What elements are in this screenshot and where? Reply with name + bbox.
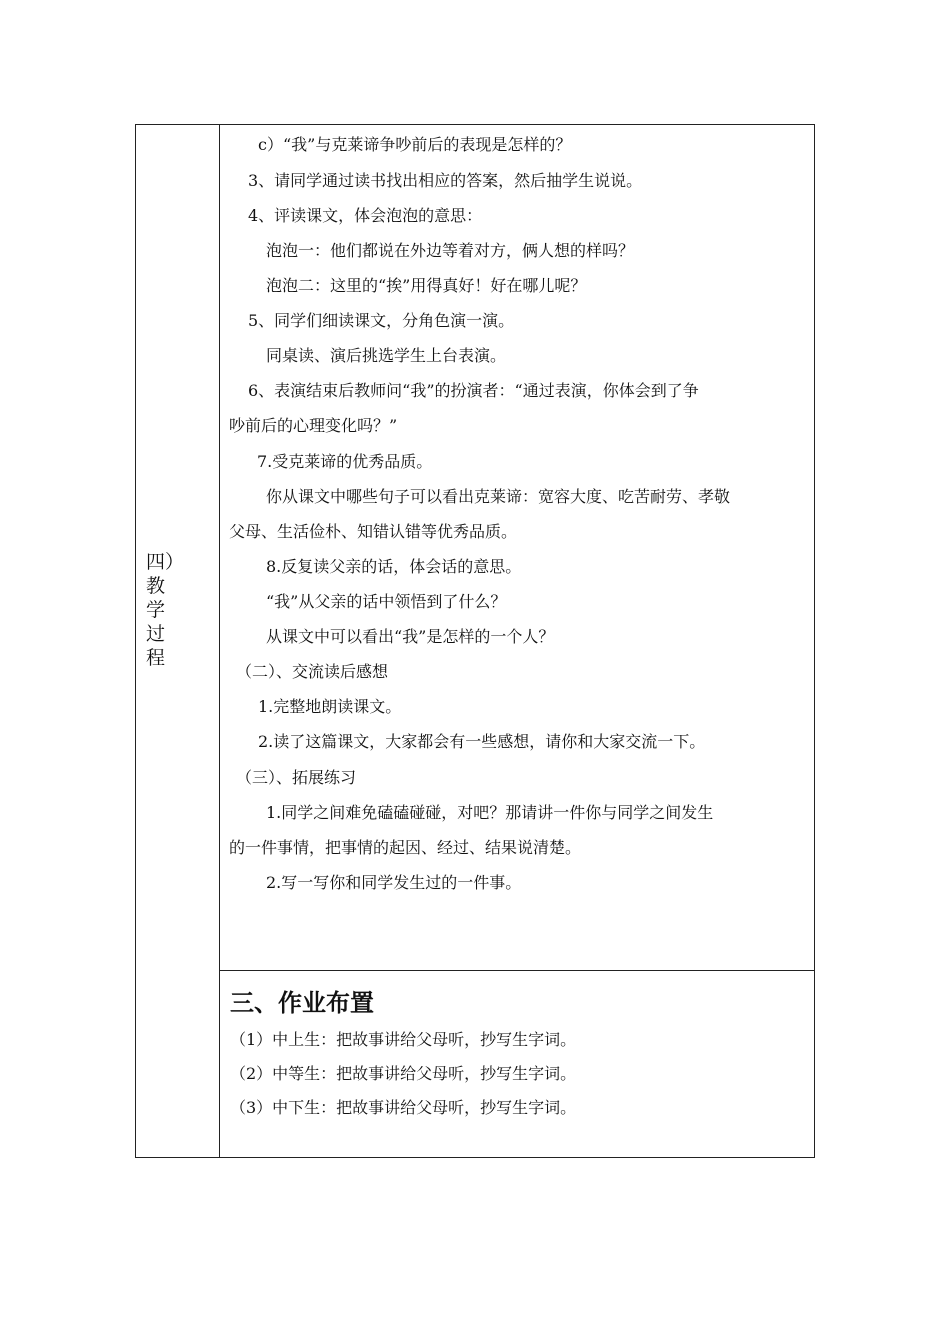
text-line: “我”从父亲的话中领悟到了什么？ <box>266 592 507 611</box>
homework-cell <box>220 971 814 1157</box>
homework-item: （1）中上生：把故事讲给父母听，抄写生字词。 <box>230 1030 577 1049</box>
section-label-char: 学 <box>146 599 166 621</box>
text-line: （二）、交流读后感想 <box>236 662 389 681</box>
homework-title: 三、作业布置 <box>230 989 374 1017</box>
text-line: （三）、拓展练习 <box>236 768 357 787</box>
text-line: 2.写一写你和同学发生过的一件事。 <box>266 873 522 892</box>
homework-item: （2）中等生：把故事讲给父母听，抄写生字词。 <box>230 1064 577 1083</box>
section-label-char: 过 <box>146 623 166 645</box>
section-label-char: 程 <box>146 647 166 669</box>
text-line: 4、评读课文，体会泡泡的意思： <box>248 206 483 225</box>
text-line: c）“我”与克莱谛争吵前后的表现是怎样的？ <box>258 135 572 154</box>
text-line: 8.反复读父亲的话，体会话的意思。 <box>266 557 522 576</box>
text-line: 7.受克莱谛的优秀品质。 <box>257 452 433 471</box>
text-line: 你从课文中哪些句子可以看出克莱谛：宽容大度、吃苦耐劳、孝敬 <box>266 487 731 506</box>
text-line: 3、请同学通过读书找出相应的答案，然后抽学生说说。 <box>248 171 643 190</box>
text-line: 2.读了这篇课文，大家都会有一些感想，请你和大家交流一下。 <box>258 732 706 751</box>
text-line: 的一件事情，把事情的起因、经过、结果说清楚。 <box>229 838 582 857</box>
text-line: 父母、生活俭朴、知错认错等优秀品质。 <box>229 522 518 541</box>
teaching-process-cell <box>220 125 814 971</box>
text-line: 5、同学们细读课文，分角色演一演。 <box>248 311 515 330</box>
text-line: 同桌读、演后挑选学生上台表演。 <box>266 346 507 365</box>
text-line: 泡泡二：这里的“挨”用得真好！好在哪儿呢？ <box>266 276 587 295</box>
text-line: 1.同学之间难免磕磕碰碰，对吧？那请讲一件你与同学之间发生 <box>266 803 714 822</box>
section-label-cell <box>136 125 220 1157</box>
text-line: 1.完整地朗读课文。 <box>258 697 402 716</box>
section-label <box>146 550 186 670</box>
section-label-char: 教 <box>146 575 166 597</box>
homework-item: （3）中下生：把故事讲给父母听，抄写生字词。 <box>230 1098 577 1117</box>
lesson-plan-table <box>135 124 815 1158</box>
text-line: 泡泡一：他们都说在外边等着对方，俩人想的样吗？ <box>266 241 635 260</box>
section-label-char: 四） <box>146 551 185 573</box>
text-line: 6、表演结束后教师问“我”的扮演者：“通过表演，你体会到了争 <box>248 381 699 400</box>
text-line: 从课文中可以看出“我”是怎样的一个人？ <box>266 627 555 646</box>
text-line: 吵前后的心理变化吗？” <box>229 416 398 435</box>
